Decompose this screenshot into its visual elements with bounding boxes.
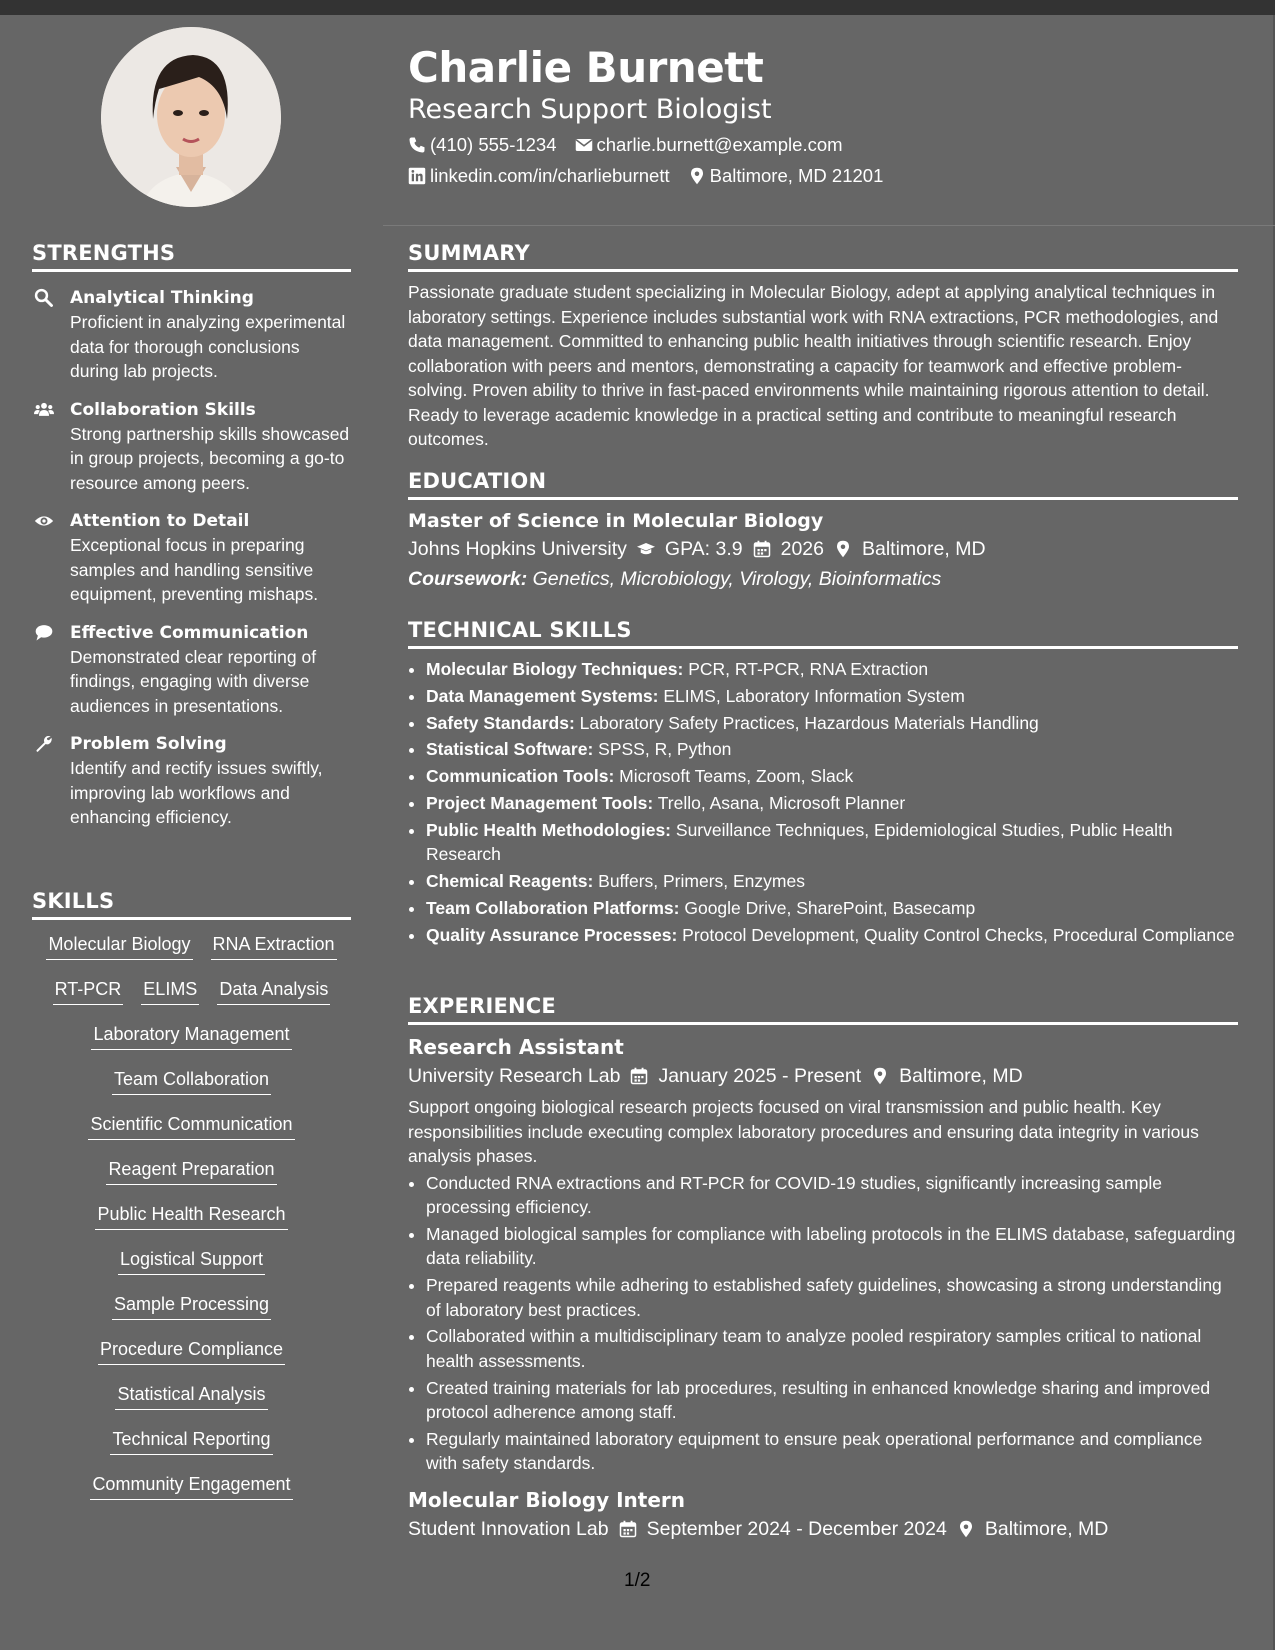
contact-row-1 xyxy=(408,133,843,157)
strength-description: Proficient in analyzing experimental data for thorough conclusions during lab projects. xyxy=(70,312,346,381)
email-contact[interactable] xyxy=(575,133,843,157)
location-contact xyxy=(688,164,884,188)
skill-values: Microsoft Teams, Zoom, Slack xyxy=(619,766,854,787)
skill-tag: Procedure Compliance xyxy=(98,1337,285,1365)
skill-category: Public Health Methodologies: xyxy=(426,819,672,840)
skill-category: Safety Standards: xyxy=(426,712,575,733)
list-item xyxy=(426,737,1238,762)
skill-tag: Data Analysis xyxy=(217,977,330,1005)
skill-values: Laboratory Safety Practices, Hazardous Materials Handling xyxy=(579,712,1039,733)
employer: University Research Lab xyxy=(408,1065,621,1087)
eye-icon xyxy=(32,511,56,531)
strength-item xyxy=(32,398,351,496)
skill-category: Project Management Tools: xyxy=(426,792,654,813)
linkedin-contact[interactable] xyxy=(408,164,670,188)
map-pin-icon xyxy=(871,1066,889,1086)
skill-values: SPSS, R, Python xyxy=(598,739,732,760)
coursework-label: Coursework: xyxy=(408,568,528,590)
experience-heading: EXPERIENCE xyxy=(408,994,1238,1025)
summary-text: Passionate graduate student specializing in Molecular Biology, adept at applying analytical techniques in laboratory settings. Experience includes substantial work with RNA extractions, PCR methodologies, and data management. Committed to enhancing public health initiatives through scientific research. Enjoy collaboration with peers and mentors, demonstrating a capacity for teamwork and effective problem-solving. Proven ability to thrive in fast-paced environments while maintaining rigorous attention to detail. Ready to leverage academic knowledge in a practical setting and contribute to meaningful research outcomes. xyxy=(408,282,1219,449)
job-dates: September 2024 - December 2024 xyxy=(646,1517,947,1540)
coursework xyxy=(408,564,1238,594)
list-item xyxy=(426,657,1238,682)
job-meta xyxy=(408,1514,1238,1544)
experience-section xyxy=(408,994,1238,1544)
wrench-icon xyxy=(32,734,56,754)
list-item: • Managed biological samples for compliance with labeling protocols in the ELIMS database, safeguarding data reliability. xyxy=(426,1222,1238,1271)
calendar-icon xyxy=(630,1066,648,1086)
skill-tag: Public Health Research xyxy=(95,1202,287,1230)
education-heading: EDUCATION xyxy=(408,469,1238,500)
list-item xyxy=(426,791,1238,816)
header-divider xyxy=(383,225,1275,226)
graduation-cap-icon xyxy=(637,539,655,559)
list-item xyxy=(426,869,1238,894)
list-item xyxy=(426,684,1238,709)
skill-category: Molecular Biology Techniques: xyxy=(426,659,684,679)
technical-skills-list xyxy=(408,657,1238,947)
skill-category: Team Collaboration Platforms: xyxy=(426,897,680,918)
map-pin-icon xyxy=(957,1519,975,1539)
strength-name: Analytical Thinking xyxy=(70,288,254,308)
education-location: Baltimore, MD xyxy=(862,538,986,560)
skill-tag: Reagent Preparation xyxy=(106,1157,276,1185)
list-item xyxy=(426,818,1238,867)
email-text: charlie.burnett@example.com xyxy=(596,134,843,155)
list-item: • Regularly maintained laboratory equipment to ensure peak operational performance and compliance with safety standards. xyxy=(426,1427,1238,1476)
candidate-title: Research Support Biologist xyxy=(408,94,772,125)
technical-skills-section xyxy=(408,618,1238,949)
technical-skills-heading: TECHNICAL SKILLS xyxy=(408,618,1238,649)
strengths-section xyxy=(32,241,351,830)
candidate-name: Charlie Burnett xyxy=(408,43,764,92)
strength-name: Attention to Detail xyxy=(70,511,250,531)
skill-tag: Statistical Analysis xyxy=(115,1382,267,1410)
strength-item xyxy=(32,621,351,719)
skill-values: Buffers, Primers, Enzymes xyxy=(598,871,805,892)
strength-name: Problem Solving xyxy=(70,734,227,754)
skill-tag: Sample Processing xyxy=(112,1292,271,1320)
list-item: • Collaborated within a multidisciplinary team to analyze pooled respiratory samples critical to national health assessments. xyxy=(426,1324,1238,1373)
skill-values: PCR, RT-PCR, RNA Extraction xyxy=(688,659,929,679)
strength-item xyxy=(32,286,351,384)
profile-photo xyxy=(101,27,281,207)
skill-values: Protocol Development, Quality Control Checks, Procedural Compliance xyxy=(682,924,1235,945)
skill-tag: Laboratory Management xyxy=(91,1022,291,1050)
skill-category: Chemical Reagents: xyxy=(426,871,594,892)
list-item: • Created training materials for lab procedures, resulting in enhanced knowledge sharing and improved protocol adherence among staff. xyxy=(426,1376,1238,1425)
location-text: Baltimore, MD 21201 xyxy=(709,165,884,186)
phone-icon xyxy=(408,136,426,154)
list-item: • Conducted RNA extractions and RT-PCR for COVID-19 studies, significantly increasing sample processing efficiency. xyxy=(426,1171,1238,1220)
skill-values: Surveillance Techniques, Epidemiological Studies, Public Health Research xyxy=(426,819,1173,865)
users-icon xyxy=(32,400,56,420)
list-item xyxy=(426,896,1238,921)
strength-description: Demonstrated clear reporting of findings, engaging with diverse audiences in presentations. xyxy=(70,646,317,716)
skill-category: Statistical Software: xyxy=(426,739,594,760)
job-bullets xyxy=(408,1171,1238,1476)
skill-tag: ELIMS xyxy=(141,977,199,1005)
skills-section xyxy=(32,889,351,1517)
summary-heading: SUMMARY xyxy=(408,241,1238,272)
map-pin-icon xyxy=(834,539,852,559)
job-dates: January 2025 - Present xyxy=(658,1065,862,1087)
strength-item xyxy=(32,509,351,607)
skill-tag: Scientific Communication xyxy=(88,1112,294,1140)
strength-description: Identify and rectify issues swiftly, improving lab workflows and enhancing efficiency. xyxy=(70,758,323,827)
employer: Student Innovation Lab xyxy=(408,1517,609,1540)
education-section xyxy=(408,469,1238,594)
job-location: Baltimore, MD xyxy=(984,1517,1109,1540)
list-item: • Prepared reagents while adhering to established safety guidelines, showcasing a strong understanding of laboratory best practices. xyxy=(426,1273,1238,1322)
skill-tag: Team Collaboration xyxy=(112,1067,271,1095)
job-title: Molecular Biology Intern xyxy=(408,1487,685,1512)
phone-text: (410) 555-1234 xyxy=(430,134,557,155)
job-summary: Support ongoing biological research projects focused on viral transmission and public health. Key responsibilities include executing complex laboratory procedures and ensuring data integrity in various analysis phases. xyxy=(408,1097,1199,1166)
search-icon xyxy=(32,288,56,308)
skill-tag: Logistical Support xyxy=(118,1247,265,1275)
skill-tag: RNA Extraction xyxy=(211,932,337,960)
viewer-top-bar xyxy=(0,0,1275,15)
list-item xyxy=(426,923,1238,948)
skill-category: Communication Tools: xyxy=(426,766,615,787)
linkedin-icon xyxy=(408,167,426,185)
skill-values: Google Drive, SharePoint, Basecamp xyxy=(684,897,976,918)
job-title: Research Assistant xyxy=(408,1035,624,1059)
strength-description: Strong partnership skills showcased in group projects, becoming a go-to resource among peers. xyxy=(70,423,350,493)
skill-tag-list xyxy=(32,932,351,1517)
skill-values: ELIMS, Laboratory Information System xyxy=(663,685,965,706)
gpa: GPA: 3.9 xyxy=(664,538,743,560)
education-meta xyxy=(408,534,1238,564)
job-location: Baltimore, MD xyxy=(899,1065,1023,1087)
strength-name: Collaboration Skills xyxy=(70,399,256,420)
skill-tag: Technical Reporting xyxy=(110,1427,272,1455)
calendar-icon xyxy=(619,1519,637,1539)
job-meta xyxy=(408,1061,1238,1091)
comment-icon xyxy=(32,623,56,643)
strengths-heading: STRENGTHS xyxy=(32,241,351,272)
skills-heading: SKILLS xyxy=(32,889,351,920)
strength-name: Effective Communication xyxy=(70,622,309,643)
coursework-list: Genetics, Microbiology, Virology, Bioinformatics xyxy=(532,568,942,590)
skill-category: Quality Assurance Processes: xyxy=(426,924,678,945)
contact-row-2 xyxy=(408,164,883,188)
map-pin-icon xyxy=(688,167,706,185)
summary-section xyxy=(408,241,1238,452)
skill-tag: Molecular Biology xyxy=(46,932,192,960)
graduation-year: 2026 xyxy=(780,538,824,560)
skill-tag: RT-PCR xyxy=(53,977,124,1005)
envelope-icon xyxy=(575,136,593,154)
strength-item xyxy=(32,732,351,830)
linkedin-text: linkedin.com/in/charlieburnett xyxy=(430,165,670,186)
page-indicator: 1/2 xyxy=(624,1570,651,1591)
school-name: Johns Hopkins University xyxy=(408,538,627,560)
list-item xyxy=(426,711,1238,736)
degree-title: Master of Science in Molecular Biology xyxy=(408,510,824,532)
skill-tag: Community Engagement xyxy=(90,1472,292,1500)
calendar-icon xyxy=(753,539,771,559)
list-item xyxy=(426,764,1238,789)
phone-contact[interactable] xyxy=(408,133,557,157)
strength-description: Exceptional focus in preparing samples and handling sensitive equipment, preventing mishaps. xyxy=(70,535,319,604)
skill-category: Data Management Systems: xyxy=(426,685,659,706)
skill-values: Trello, Asana, Microsoft Planner xyxy=(657,792,906,813)
